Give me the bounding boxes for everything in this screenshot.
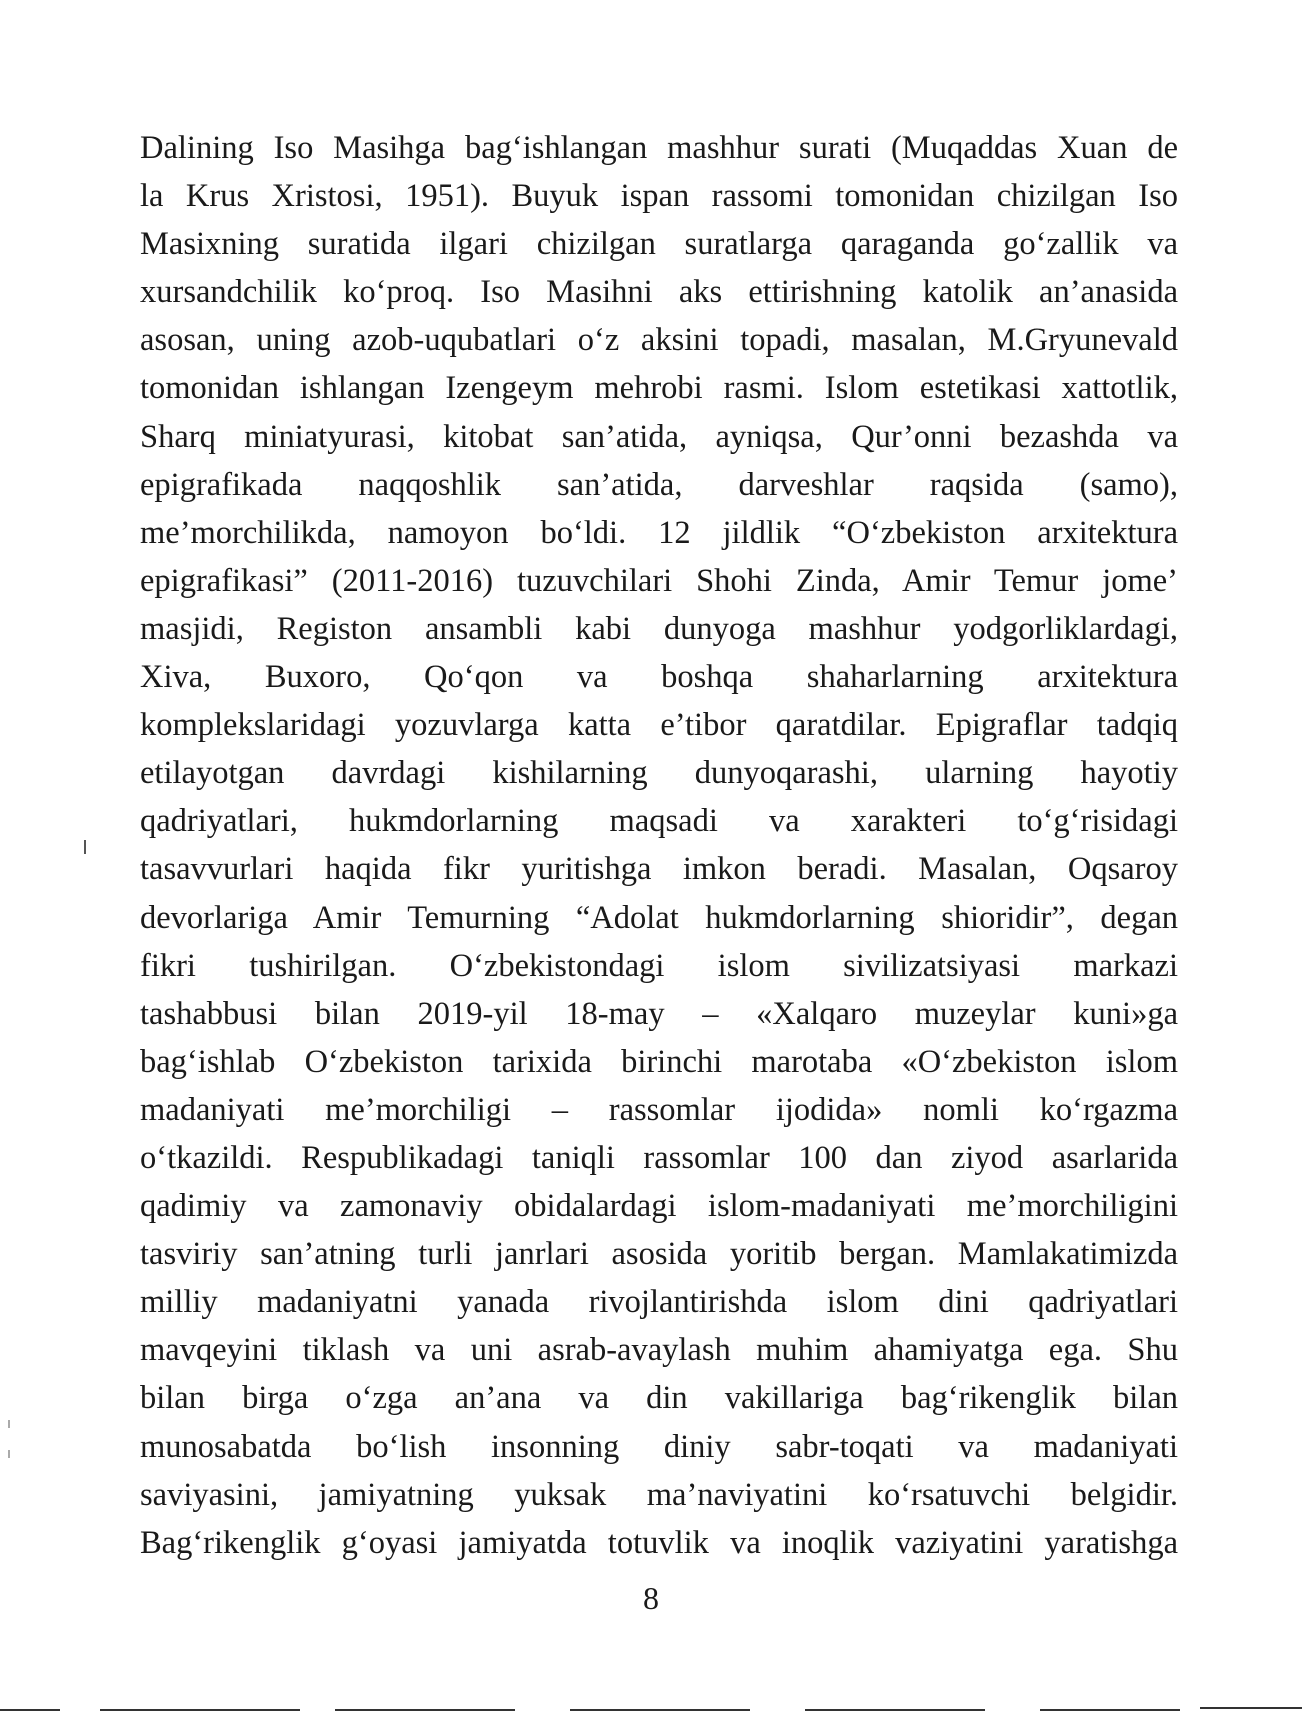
- edge-segment: [100, 1709, 300, 1711]
- text-line: xursandchilik ko‘proq. Iso Masihni aks ettirishning katolik an’anasida: [140, 274, 1178, 311]
- edge-segment: [1040, 1709, 1180, 1711]
- edge-segment: [805, 1709, 985, 1711]
- edge-segment: [1200, 1707, 1302, 1709]
- text-line: Dalining Iso Masihga bag‘ishlangan mashhur surati (Muqaddas Xuan de: [140, 130, 1178, 166]
- text-line: madaniyati me’morchiligi – rassomlar ijodida» nomli ko‘rgazma: [140, 1091, 1178, 1128]
- scan-mark: [8, 1450, 10, 1458]
- text-line: masjidi, Registon ansambli kabi dunyoga mashhur yodgorliklardagi,: [140, 610, 1178, 647]
- text-line: asosan, uning azob-uqubatlari o‘z aksini topadi, masalan, M.Gryunevald: [140, 322, 1178, 359]
- text-line: tasviriy san’atning turli janrlari asosida yoritib bergan. Mamlakatimizda: [140, 1236, 1178, 1273]
- text-line: la Krus Xristosi, 1951). Buyuk ispan rassomi tomonidan chizilgan Iso: [140, 178, 1178, 215]
- scan-mark: [84, 840, 86, 854]
- text-line: tomonidan ishlangan Izengeym mehrobi rasmi. Islom estetikasi xattotlik,: [140, 370, 1178, 407]
- body-text: [140, 124, 1178, 1567]
- text-line: bag‘ishlab O‘zbekiston tarixida birinchi marotaba «O‘zbekiston islom: [140, 1043, 1178, 1080]
- text-line: milliy madaniyatni yanada rivojlantirishda islom dini qadriyatlari: [140, 1284, 1178, 1321]
- page-number: 8: [643, 1580, 659, 1616]
- scan-mark: [8, 1420, 10, 1428]
- text-line: epigrafikada naqqoshlik san’atida, darveshlar raqsida (samo),: [140, 466, 1178, 503]
- text-line: Bag‘rikenglik g‘oyasi jamiyatda totuvlik va inoqlik vaziyatini yaratishga: [140, 1524, 1178, 1561]
- text-line: tasavvurlari haqida fikr yuritishga imkon beradi. Masalan, Oqsaroy: [140, 851, 1178, 888]
- edge-segment: [335, 1709, 515, 1711]
- text-line: devorlariga Amir Temurning “Adolat hukmdorlarning shioridir”, degan: [140, 899, 1178, 936]
- text-line: qadriyatlari, hukmdorlarning maqsadi va xarakteri to‘g‘risidagi: [140, 803, 1178, 840]
- edge-segment: [0, 1709, 60, 1711]
- text-line: Sharq miniatyurasi, kitobat san’atida, ayniqsa, Qur’onni bezashda va: [140, 418, 1178, 455]
- text-line: tashabbusi bilan 2019-yil 18-may – «Xalqaro muzeylar kuni»ga: [140, 995, 1178, 1032]
- text-line: mavqeyini tiklash va uni asrab-avaylash muhim ahamiyatga ega. Shu: [140, 1332, 1178, 1369]
- scan-bottom-edge: [0, 1697, 1302, 1721]
- text-line: Xiva, Buxoro, Qo‘qon va boshqa shaharlarning arxitektura: [140, 659, 1178, 696]
- text-line: me’morchilikda, namoyon bo‘ldi. 12 jildlik “O‘zbekiston arxitektura: [140, 514, 1178, 551]
- text-line: munosabatda bo‘lish insonning diniy sabr-toqati va madaniyati: [140, 1428, 1178, 1465]
- edge-segment: [570, 1709, 750, 1711]
- text-line: fikri tushirilgan. O‘zbekistondagi islom sivilizatsiyasi markazi: [140, 947, 1178, 984]
- text-line: epigrafikasi” (2011-2016) tuzuvchilari Shohi Zinda, Amir Temur jome’: [140, 562, 1178, 599]
- text-line: qadimiy va zamonaviy obidalardagi islom-madaniyati me’morchiligini: [140, 1188, 1178, 1225]
- text-line: o‘tkazildi. Respublikadagi taniqli rassomlar 100 dan ziyod asarlarida: [140, 1139, 1178, 1176]
- text-line: saviyasini, jamiyatning yuksak ma’naviyatini ko‘rsatuvchi belgidir.: [140, 1476, 1178, 1513]
- text-line: etilayotgan davrdagi kishilarning dunyoqarashi, ularning hayotiy: [140, 755, 1178, 792]
- text-line: komplekslaridagi yozuvlarga katta e’tibor qaratdilar. Epigraflar tadqiq: [140, 707, 1178, 744]
- text-line: bilan birga o‘zga an’ana va din vakillariga bag‘rikenglik bilan: [140, 1380, 1178, 1417]
- text-line: Masixning suratida ilgari chizilgan suratlarga qaraganda go‘zallik va: [140, 226, 1178, 263]
